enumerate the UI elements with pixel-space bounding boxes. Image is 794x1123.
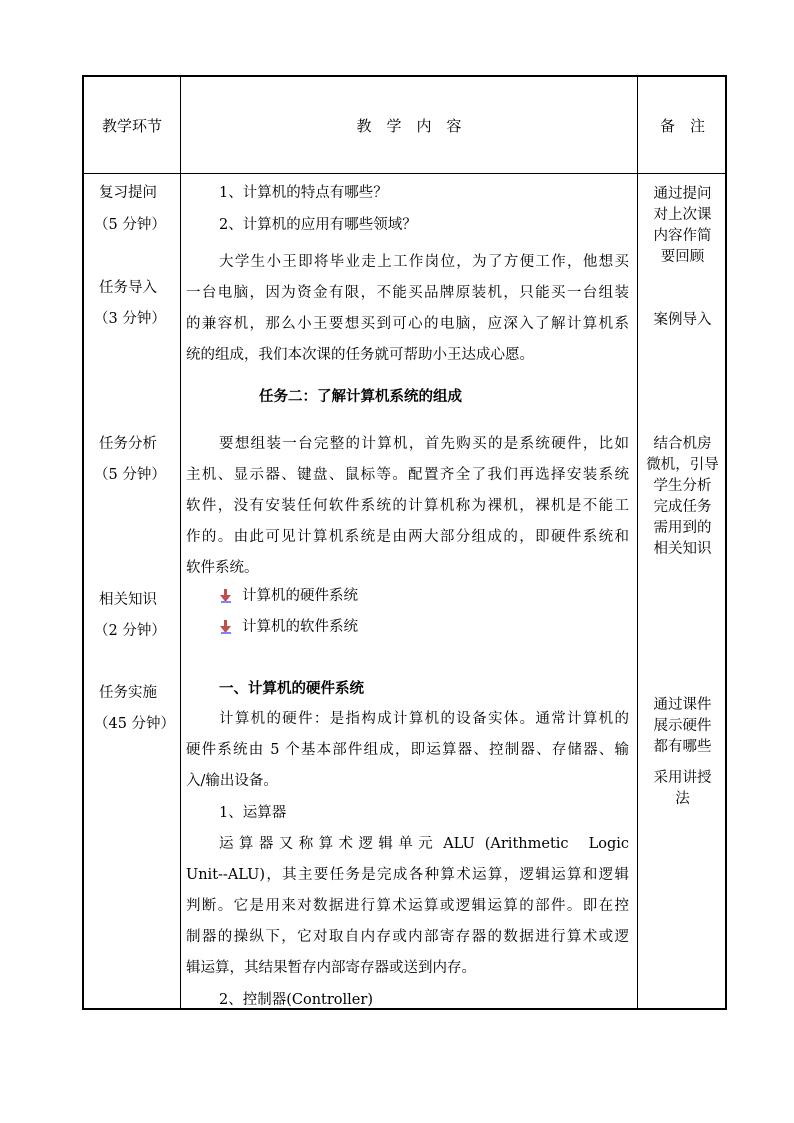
intro-line: 大学生小王即将毕业走上工作岗位，为了方便工作，他想买 (219, 254, 629, 270)
note-line: 采用讲授 (653, 770, 712, 786)
hardware-line: 入/输出设备。 (186, 773, 278, 789)
alu-line: 制器的操纵下，它对取自内存或内部寄存器的数据进行算术或逻 (186, 929, 629, 945)
note-line: 内容作简 (653, 228, 712, 244)
header-notes: 备 注 (659, 116, 705, 135)
stage-name: 任务导入 (99, 280, 157, 296)
note-line: 完成任务 (653, 499, 712, 515)
note-line: 结合机房 (653, 436, 712, 452)
analysis-line: 作的。由此可见计算机系统是由两大部分组成的，即硬件系统和 (186, 529, 629, 545)
hardware-line: 计算机的硬件：是指构成计算机的设备实体。通常计算机的 (219, 711, 629, 727)
analysis-line: 软件系统。 (186, 560, 259, 576)
header-content: 教 学 内 容 (356, 116, 462, 135)
alu-line: 运 算 器 又 称 算 术 逻 辑 单 元 ALU (Arithmetic Logic (219, 836, 629, 852)
stage-time: （2 分钟） (94, 623, 166, 639)
note-line: 案例导入 (653, 312, 712, 328)
alu-line: 辑运算，其结果暂存内部寄存器或送到内存。 (186, 960, 476, 976)
lesson-plan-table (82, 75, 727, 1010)
intro-line: 一台电脑，因为资金有限，不能买品牌原装机，只能买一台组装 (186, 285, 629, 301)
note-line: 要回顾 (660, 249, 705, 265)
stage-time: （5 分钟） (94, 217, 166, 233)
review-question: 2、计算机的应用有哪些领域？ (219, 217, 417, 233)
note-line: 学生分析 (653, 478, 712, 494)
note-line: 对上次课 (653, 207, 712, 223)
task-title: 任务二：了解计算机系统的组成 (259, 388, 462, 405)
stage-time: （3 分钟） (94, 311, 166, 327)
header-divider (84, 173, 725, 174)
note-line: 需用到的 (653, 520, 712, 536)
review-question: 1、计算机的特点有哪些？ (219, 185, 388, 201)
alu-title: 1、运算器 (219, 805, 287, 821)
bullet-item: 计算机的软件系统 (242, 619, 358, 635)
alu-line: 判断。它是用来对数据进行算术运算或逻辑运算的部件。即在控 (186, 898, 629, 914)
stage-name: 相关知识 (99, 592, 157, 608)
bullet-arrow-icon (220, 589, 232, 603)
stage-name: 任务实施 (99, 685, 157, 701)
controller-title: 2、控制器(Controller) (219, 992, 373, 1008)
stage-time: （45 分钟） (94, 716, 176, 732)
note-line: 都有哪些 (653, 739, 712, 755)
note-line: 通过课件 (653, 697, 712, 713)
hardware-line: 硬件系统由 5 个基本部件组成，即运算器、控制器、存储器、输 (186, 742, 629, 758)
note-line: 通过提问 (653, 186, 712, 202)
analysis-line: 要想组装一台完整的计算机，首先购买的是系统硬件，比如 (219, 436, 629, 452)
analysis-line: 软件，没有安装任何软件系统的计算机称为裸机，裸机是不能工 (186, 498, 629, 514)
note-line: 法 (675, 791, 690, 807)
section-heading: 一、计算机的硬件系统 (219, 680, 364, 697)
note-line: 微机，引导 (646, 457, 719, 473)
analysis-line: 主机、显示器、键盘、鼠标等。配置齐全了我们再选择安装系统 (186, 467, 629, 483)
stage-time: （5 分钟） (94, 467, 166, 483)
column-divider (180, 77, 181, 1008)
alu-line: Unit--ALU)，其主要任务是完成各种算术运算，逻辑运算和逻辑 (186, 867, 629, 883)
bullet-arrow-icon (220, 620, 232, 634)
header-stage: 教学环节 (101, 116, 162, 135)
intro-line: 统的组成，我们本次课的任务就可帮助小王达成心愿。 (186, 347, 534, 363)
note-line: 展示硬件 (653, 718, 712, 734)
intro-line: 的兼容机，那么小王要想买到可心的电脑，应深入了解计算机系 (186, 316, 629, 332)
bullet-item: 计算机的硬件系统 (242, 588, 358, 604)
note-line: 相关知识 (653, 541, 712, 557)
stage-name: 任务分析 (99, 436, 157, 452)
stage-name: 复习提问 (99, 185, 157, 201)
